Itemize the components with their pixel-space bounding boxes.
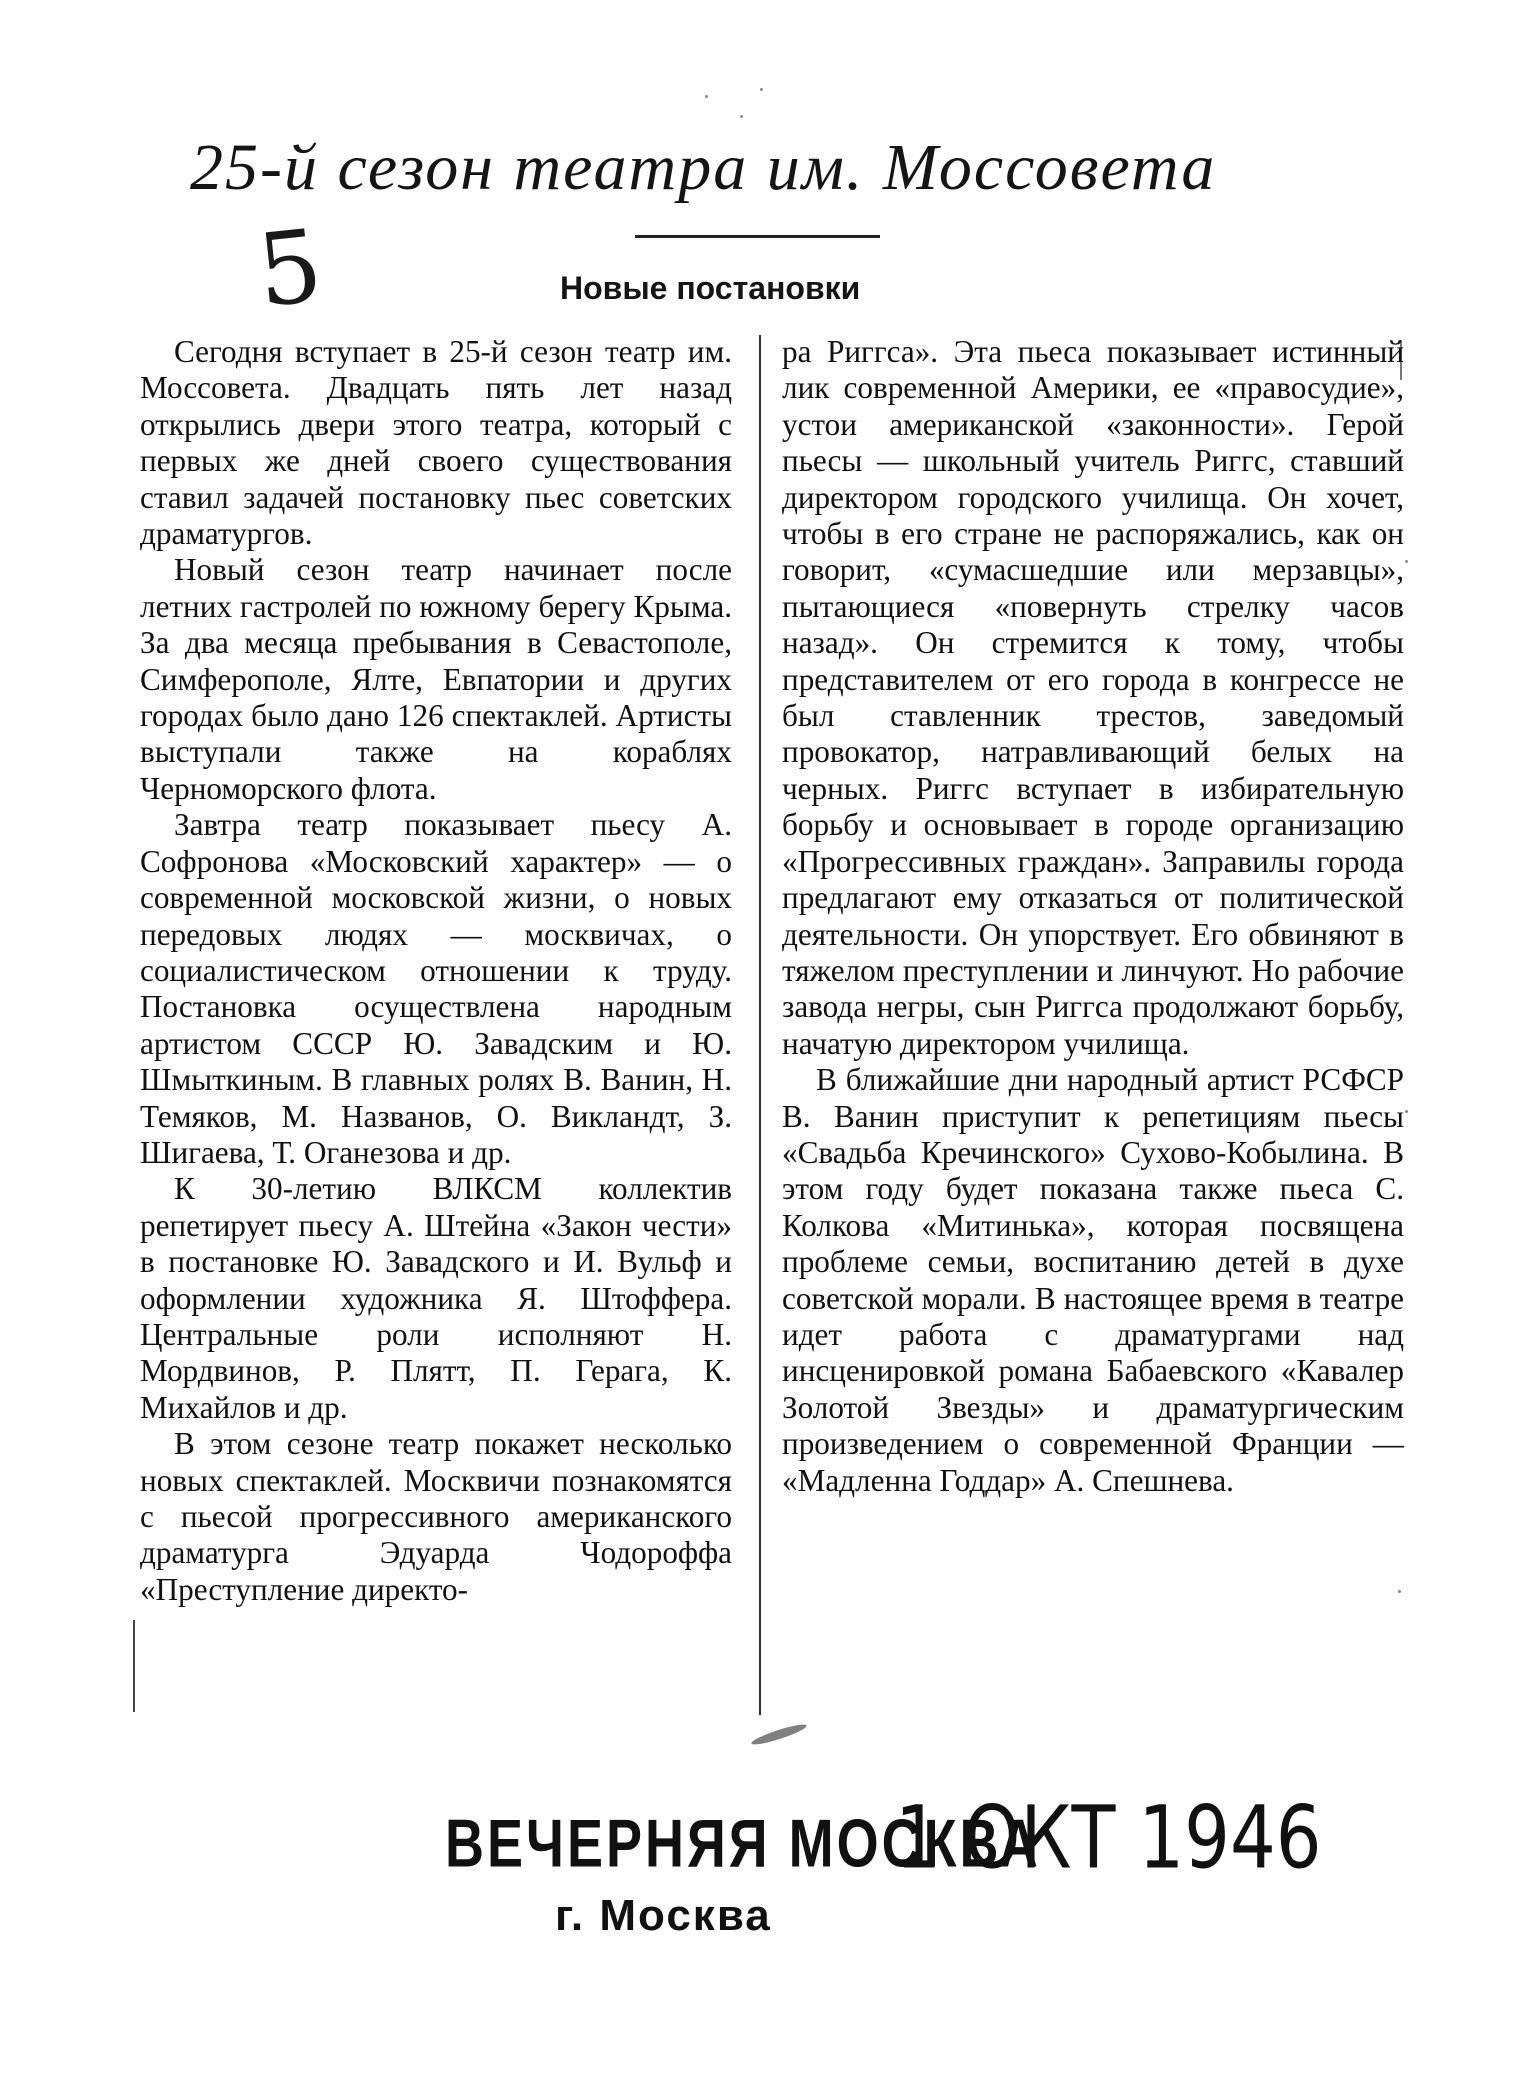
paragraph: Новый сезон театр начинает после летних гастролей по южному берегу Крыма. За два месяца пребывания в Севастополе, Симферополе, Ялте, Евпатории и других городах было дано 126 спектаклей. Артисты выступали также на кораблях Черноморского флота.	[140, 552, 732, 806]
right-column	[782, 334, 1404, 1499]
paragraph: Завтра театр показывает пьесу А. Софронова «Московский характер» — о современной московской жизни, о новых передовых людях — москвичах, о социалистическом отношении к труду. Постановка осуществлена народным артистом СССР Ю. Завадским и Ю. Шмыткиным. В главных ролях В. Ванин, Н. Темяков, М. Названов, О. Викландт, З. Шигаева, Т. Оганезова и др.	[140, 807, 732, 1170]
stamp-date: 1 ОКТ 1946	[895, 1787, 1322, 1888]
paragraph: Сегодня вступает в 25-й сезон театр им. Моссовета. Двадцать пять лет назад открылись двери этого театра, который с первых же дней своего существования ставил задачей постановку пьес советских драматургов.	[140, 334, 732, 552]
column-divider	[759, 335, 761, 1715]
handwritten-number: 5	[252, 206, 328, 331]
paragraph: В ближайшие дни народный артист РСФСР В. Ванин приступит к репетициям пьесы «Свадьба Кречинского» Сухово-Кобылина. В этом году будет показана также пьеса С. Колкова «Митинька», которая посвящена проблеме семьи, воспитанию детей в духе советской морали. В настоящее время в театре идет работа с драматургами над инсценировкой романа Бабаевского «Кавалер Золотой Звезды» и драматургическим произведением о современной Франции — «Мадленна Годдар» А. Спешнева.	[782, 1062, 1404, 1498]
subheading: Новые постановки	[560, 270, 861, 306]
stamp-city: г. Москва	[555, 1891, 772, 1940]
ink-smudge	[750, 1721, 808, 1747]
publication-stamp	[445, 1787, 1322, 1940]
paragraph: К 30-летию ВЛКСМ коллектив репетирует пьесу А. Штейна «Закон чести» в постановке Ю. Завадского и И. Вульф и оформлении художника Я. Штоффера. Центральные роли исполняют Н. Мордвинов, Р. Плятт, П. Герага, К. Михайлов и др.	[140, 1171, 732, 1425]
left-column	[140, 334, 732, 1608]
stamp-publication: ВЕЧЕРНЯЯ МОСКВА	[445, 1806, 1041, 1882]
headline: 25-й сезон театра им. Моссовета	[190, 131, 1217, 204]
headline-rule	[635, 235, 880, 238]
clipping-edge-mark	[133, 1620, 135, 1712]
paragraph: В этом сезоне театр покажет несколько новых спектаклей. Москвичи познакомятся с пьесой прогрессивного американского драматурга Эдуарда Чодороффа «Преступление директо-	[140, 1426, 732, 1607]
paragraph-continuation: ра Риггса». Эта пьеса показывает истинный лик современной Америки, ее «правосудие», устои американской «законности». Герой пьесы — школьный учитель Риггс, ставший директором городского училища. Он хочет, чтобы в его стране не распоряжались, как он говорит, «сумасшедшие или мерзавцы», пытающиеся «повернуть стрелку часов назад». Он стремится к тому, чтобы представителем от его города в конгрессе не был ставленник трестов, заведомый провокатор, натравливающий белых на черных. Риггс вступает в избирательную борьбу и основывает в городе организацию «Прогрессивных граждан». Заправилы города предлагают ему отказаться от политической деятельности. Он упорствует. Его обвиняют в тяжелом преступлении и линчуют. Но рабочие завода негры, сын Риггса продолжают борьбу, начатую директором училища.	[782, 334, 1404, 1061]
